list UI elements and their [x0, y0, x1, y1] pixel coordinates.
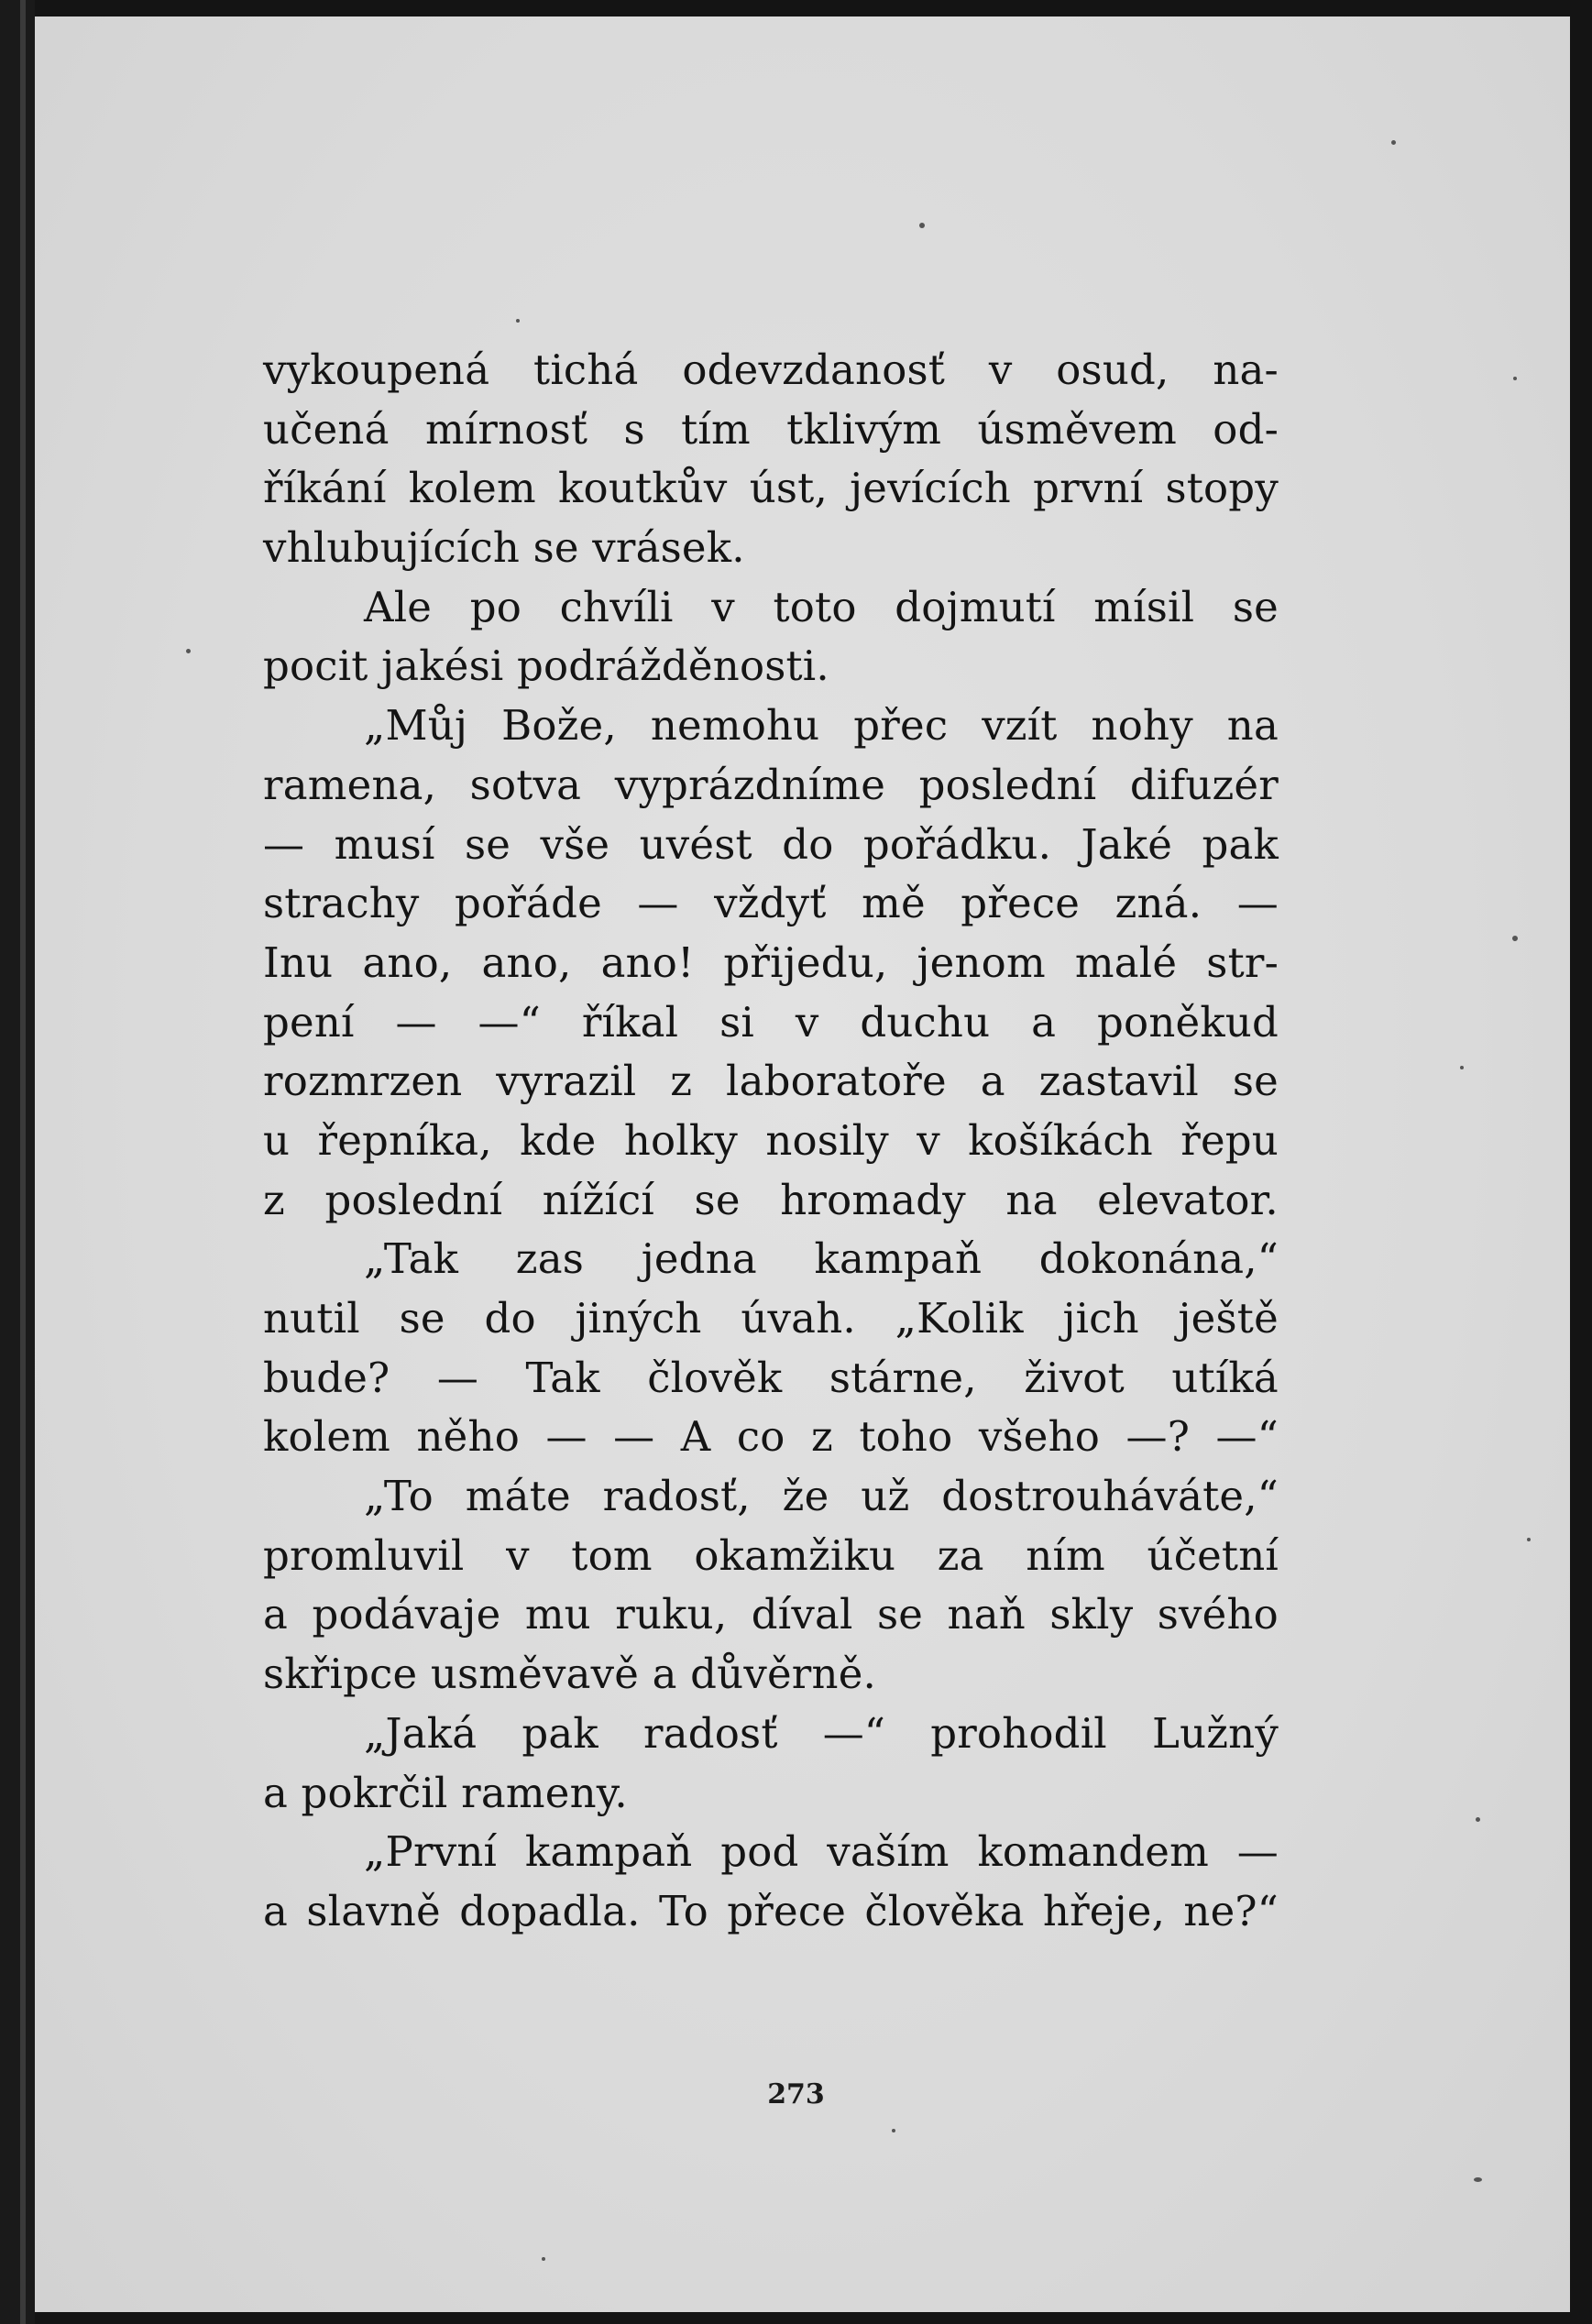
text-line: kolem něho — — A co z toho všeho —? —“ [263, 1412, 1279, 1462]
text-line: — musí se vše uvést do pořádku. Jaké pak [263, 819, 1279, 869]
text-line: „První kampaň pod vaším komandem — [364, 1827, 1279, 1877]
dust-speck [542, 2257, 545, 2261]
dust-speck [1527, 1538, 1531, 1541]
text-line: Ale po chvíli v toto dojmutí mísil se [364, 582, 1279, 631]
text-line: ramena, sotva vyprázdníme poslední difuzér [263, 760, 1279, 809]
dust-speck [1391, 140, 1396, 145]
text-line: u řepníka, kde holky nosily v košíkách řepu [263, 1115, 1279, 1165]
dust-speck [1460, 1066, 1464, 1069]
dust-speck [892, 2129, 895, 2132]
text-line: „Můj Bože, nemohu přec vzít nohy na [364, 701, 1279, 751]
scan-left-edge [0, 0, 35, 2324]
dust-speck [1512, 936, 1518, 941]
dust-speck [186, 649, 191, 653]
dust-speck [1513, 377, 1517, 380]
body-text [263, 341, 1279, 1942]
page-edge-shadow [20, 0, 26, 2324]
text-line: pocit jakési podrážděnosti. [263, 641, 829, 691]
text-line: vykoupená tichá odevzdanosť v osud, na- [263, 345, 1279, 394]
text-line: učená mírnosť s tím tklivým úsměvem od- [263, 404, 1279, 454]
text-line: a pokrčil rameny. [263, 1768, 628, 1817]
text-line: říkání kolem koutkův úst, jevících první stopy [263, 464, 1279, 513]
text-line: „Tak zas jedna kampaň dokonána,“ [364, 1234, 1279, 1284]
text-line: „To máte radosť, že už dostrouháváte,“ [364, 1472, 1279, 1521]
text-line: a slavně dopadla. To přece člověka hřeje, ne?“ [263, 1886, 1279, 1935]
dust-speck [516, 319, 520, 323]
text-line: z poslední nížící se hromady na elevator. [263, 1175, 1279, 1224]
text-line: „Jaká pak radosť —“ prohodil Lužný [364, 1708, 1279, 1758]
text-line: skřipce usměvavě a důvěrně. [263, 1650, 877, 1699]
text-line: nutil se do jiných úvah. „Kolik jich ještě [263, 1294, 1279, 1343]
text-line: a podávaje mu ruku, díval se naň skly svého [263, 1590, 1279, 1639]
text-line: promluvil v tom okamžiku za ním účetní [263, 1530, 1279, 1580]
dust-speck [919, 223, 925, 228]
text-line: pení — —“ říkal si v duchu a poněkud [263, 997, 1279, 1047]
text-line: rozmrzen vyrazil z laboratoře a zastavil se [263, 1057, 1279, 1106]
dust-speck [1474, 2177, 1482, 2182]
page-number: 273 [767, 2078, 825, 2110]
text-line: bude? — Tak člověk stárne, život utíká [263, 1353, 1279, 1402]
text-line: strachy pořáde — vždyť mě přece zná. — [263, 879, 1279, 928]
dust-speck [1476, 1817, 1480, 1822]
text-line: vhlubujících se vrásek. [263, 523, 745, 573]
text-line: Inu ano, ano, ano! přijedu, jenom malé str- [263, 937, 1279, 987]
